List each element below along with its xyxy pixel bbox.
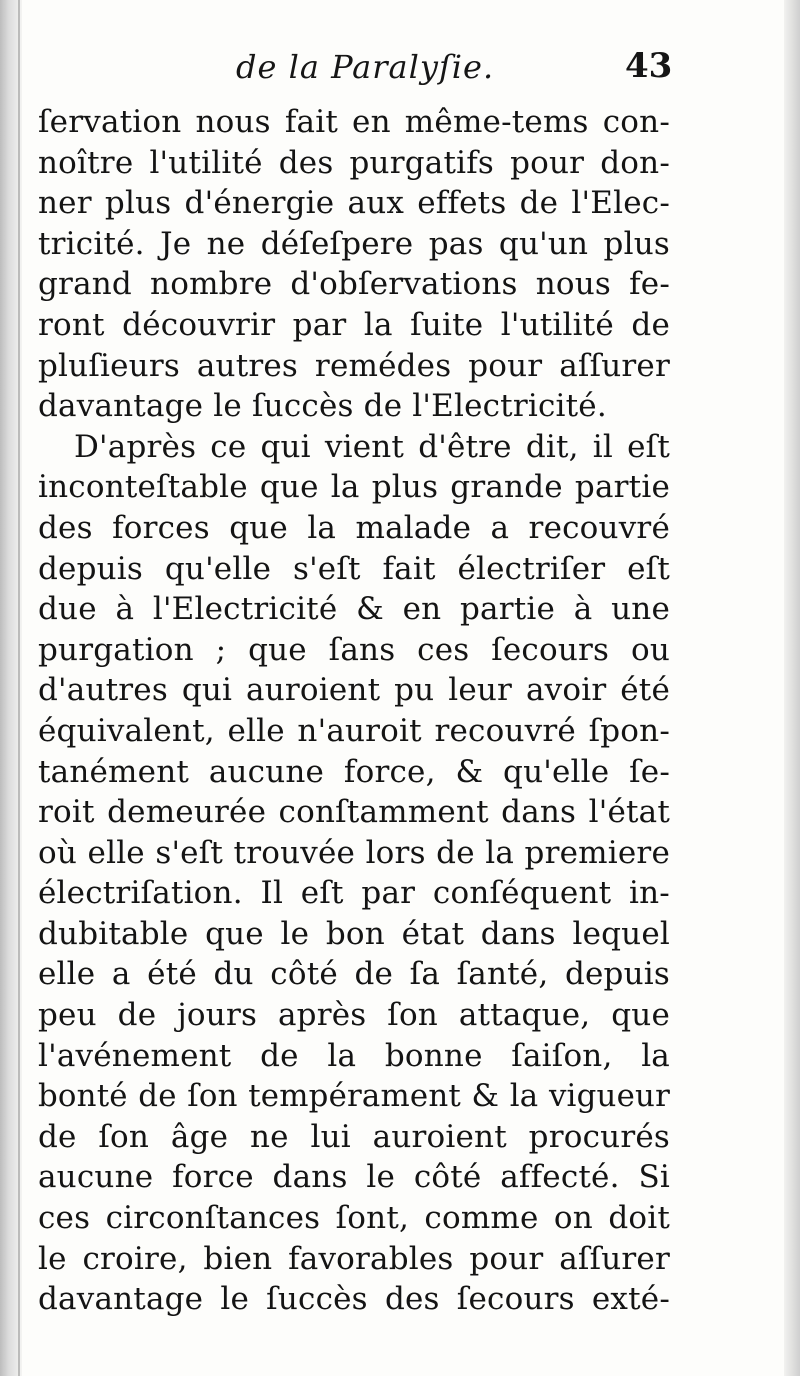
text-line: purgation ; que ſans ces ſecours ou <box>38 631 670 668</box>
text-line: davantage le ſuccès de l'Electricité. <box>38 388 607 425</box>
page-number: 43 <box>625 46 673 86</box>
page-header <box>40 48 680 92</box>
text-line-paragraph-start: D'après ce qui vient d'être dit, il eſt <box>74 428 670 465</box>
text-line: équivalent, elle n'auroit recouvré ſpon- <box>38 712 670 749</box>
text-line: ront découvrir par la ſuite l'utilité de <box>38 306 670 343</box>
text-line: pluſieurs autres remédes pour aſſurer <box>38 347 670 384</box>
text-line: davantage le ſuccès des ſecours exté- <box>38 1281 670 1318</box>
text-line: depuis qu'elle s'eſt fait électriſer eſt <box>38 550 670 587</box>
text-line: noître l'utilité des purgatifs pour don- <box>38 144 670 181</box>
text-line: roit demeurée conſtamment dans l'état <box>38 794 670 831</box>
text-line: le croire, bien favorables pour aſſurer <box>38 1240 670 1277</box>
text-line: grand nombre d'obſervations nous fe- <box>38 266 670 303</box>
page-gutter-line <box>18 0 20 1376</box>
text-line: tanément aucune force, & qu'elle ſe- <box>38 753 670 790</box>
text-line: dubitable que le bon état dans lequel <box>38 915 670 952</box>
text-line: aucune force dans le côté affecté. Si <box>38 1159 670 1196</box>
text-line: électriſation. Il eſt par conſéquent in- <box>38 875 670 912</box>
text-line: tricité. Je ne déſeſpere pas qu'un plus <box>38 225 670 262</box>
running-title: de la Paralyſie. <box>236 48 495 86</box>
text-line: inconteſtable que la plus grande partie <box>38 469 670 506</box>
text-line: de ſon âge ne lui auroient procurés <box>38 1118 670 1155</box>
text-line: ſervation nous fait en même-tems con- <box>38 104 670 140</box>
text-line: l'avénement de la bonne ſaiſon, la <box>38 1037 670 1074</box>
text-line: ces circonſtances ſont, comme on doit <box>38 1200 670 1237</box>
text-line: elle a été du côté de ſa ſanté, depuis <box>38 956 670 993</box>
text-line: peu de jours après ſon attaque, que <box>38 997 670 1034</box>
body-text <box>38 102 670 1320</box>
text-line: due à l'Electricité & en partie à une <box>38 591 670 628</box>
text-line: des forces que la malade a recouvré <box>38 509 670 546</box>
text-line: bonté de ſon tempérament & la vigueur <box>38 1078 670 1115</box>
text-line: d'autres qui auroient pu leur avoir été <box>38 672 670 709</box>
text-line: où elle s'eſt trouvée lors de la premiere <box>38 834 670 871</box>
text-line: ner plus d'énergie aux effets de l'Elec- <box>38 185 670 222</box>
page-edge-shadow <box>784 0 800 1376</box>
